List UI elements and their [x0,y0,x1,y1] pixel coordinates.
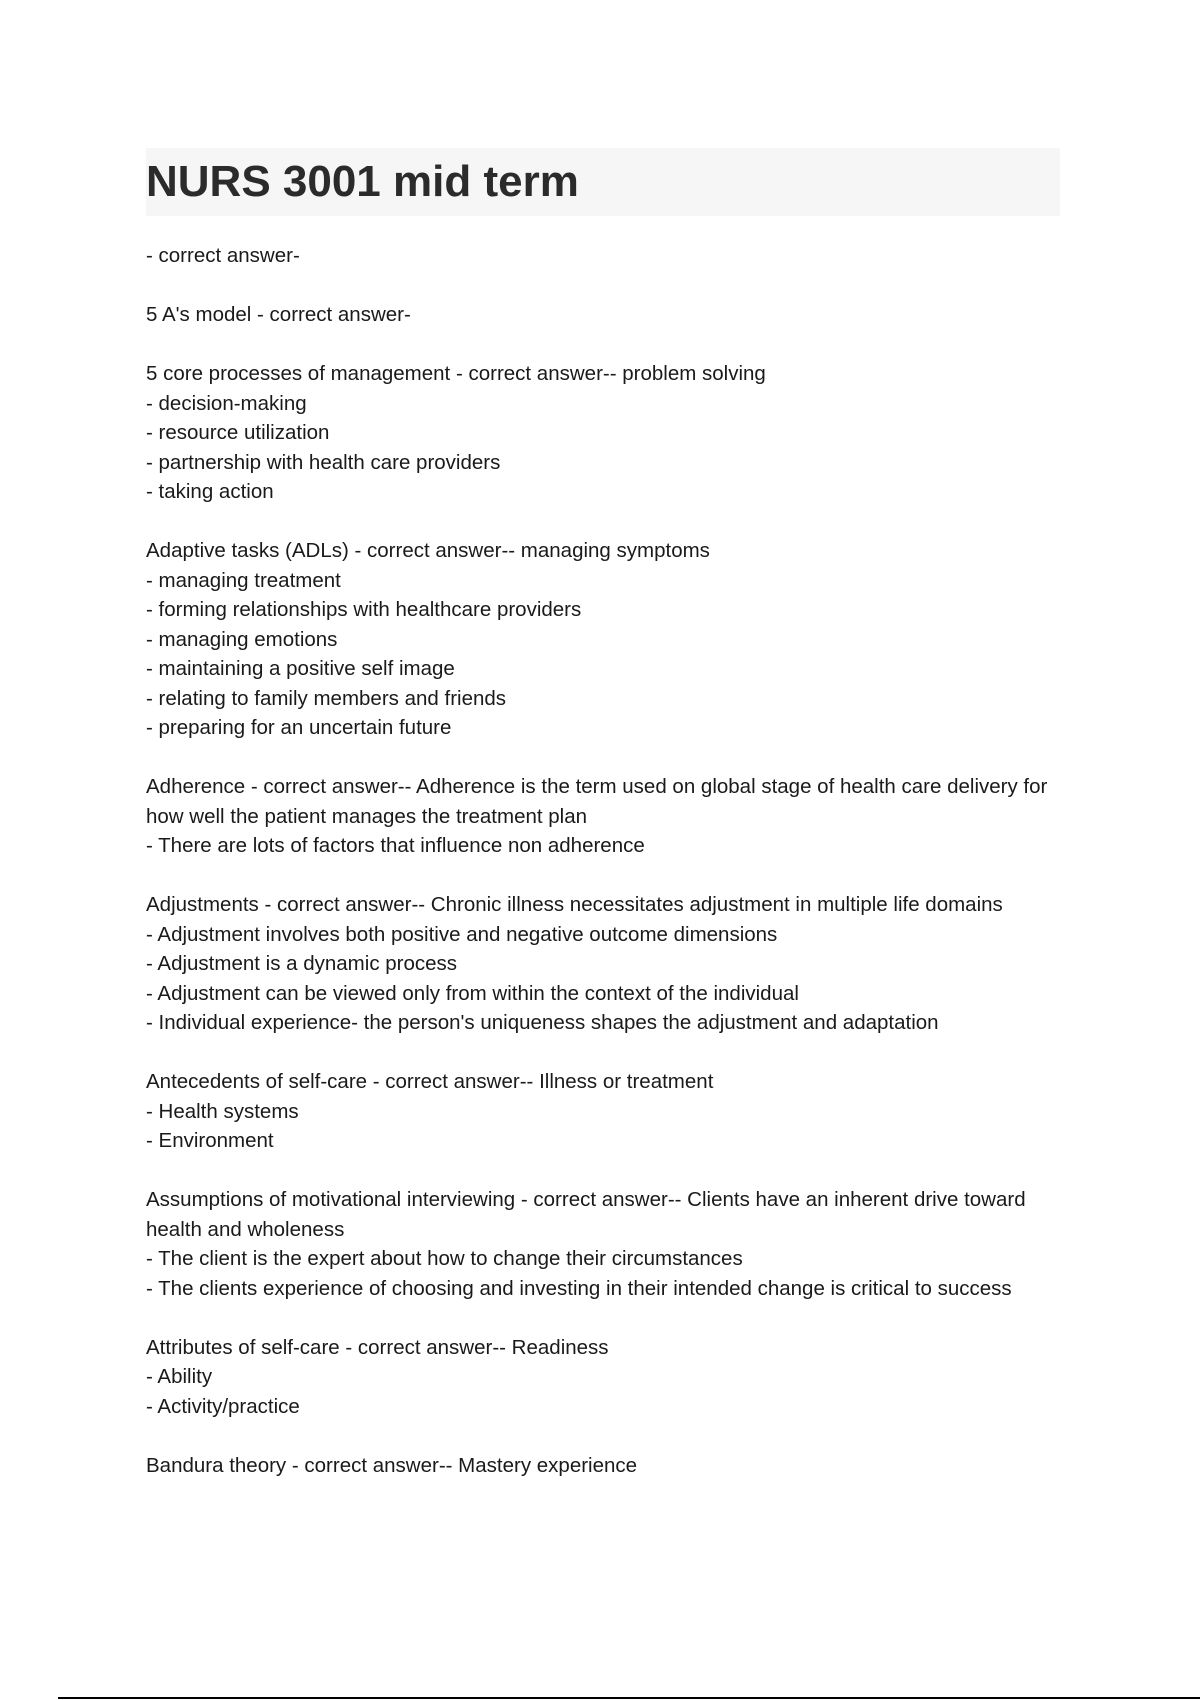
card-line: - Activity/practice [146,1394,300,1418]
card-line: Assumptions of motivational interviewing - correct answer-- Clients have an inherent drive toward health and wholeness [146,1188,1026,1241]
flashcard [146,536,1066,743]
flashcard [146,772,1066,861]
card-line: Adaptive tasks (ADLs) - correct answer-- managing symptoms [146,539,710,562]
card-line: Antecedents of self-care - correct answer-- Illness or treatment [146,1070,714,1093]
card-line: - Environment [146,1129,274,1152]
card-line: - partnership with health care providers [146,450,501,474]
card-line: - relating to family members and friends [146,686,507,710]
flashcard [146,359,1066,507]
card-line: - decision-making [146,391,307,415]
card-line: - The client is the expert about how to change their circumstances [146,1247,743,1270]
card-line: - maintaining a positive self image [146,657,455,680]
card-line: - resource utilization [146,421,330,444]
document-title: NURS 3001 mid term [146,157,579,206]
flashcard [146,241,1066,271]
card-line: 5 core processes of management - correct answer-- problem solving [146,362,766,385]
card-line: - Health systems [146,1099,299,1123]
card-line: Adherence - correct answer-- Adherence is the term used on global stage of health care delivery for how well the patient manages the treatment plan [146,775,1048,828]
card-line: - The clients experience of choosing and investing in their intended change is critical to success [146,1276,1012,1300]
card-line: - There are lots of factors that influence non adherence [146,834,645,857]
card-line: - managing treatment [146,568,341,592]
flashcard [146,1451,1066,1481]
card-line: Attributes of self-care - correct answer-- Readiness [146,1335,609,1359]
flashcard [146,1067,1066,1156]
card-line: - preparing for an uncertain future [146,716,452,739]
card-line: - Individual experience- the person's uniqueness shapes the adjustment and adaptation [146,1011,939,1034]
card-line: - forming relationships with healthcare providers [146,598,582,621]
card-line: - taking action [146,480,274,503]
card-line: Adjustments - correct answer-- Chronic illness necessitates adjustment in multiple life domains [146,893,1003,916]
card-line: - Adjustment involves both positive and negative outcome dimensions [146,922,778,946]
flashcard [146,1333,1066,1422]
card-line: Bandura theory - correct answer-- Mastery experience [146,1453,638,1477]
flashcard [146,300,1066,330]
title-block [146,148,1060,216]
card-line: - Ability [146,1365,213,1388]
card-line: - Adjustment can be viewed only from within the context of the individual [146,981,799,1005]
flashcard-list [146,241,1066,1510]
flashcard [146,1185,1066,1303]
footer-divider [58,1697,1200,1699]
flashcard [146,890,1066,1038]
card-line: - managing emotions [146,627,338,651]
card-line: - correct answer- [146,244,300,267]
card-line: 5 A's model - correct answer- [146,303,411,326]
card-line: - Adjustment is a dynamic process [146,952,458,975]
